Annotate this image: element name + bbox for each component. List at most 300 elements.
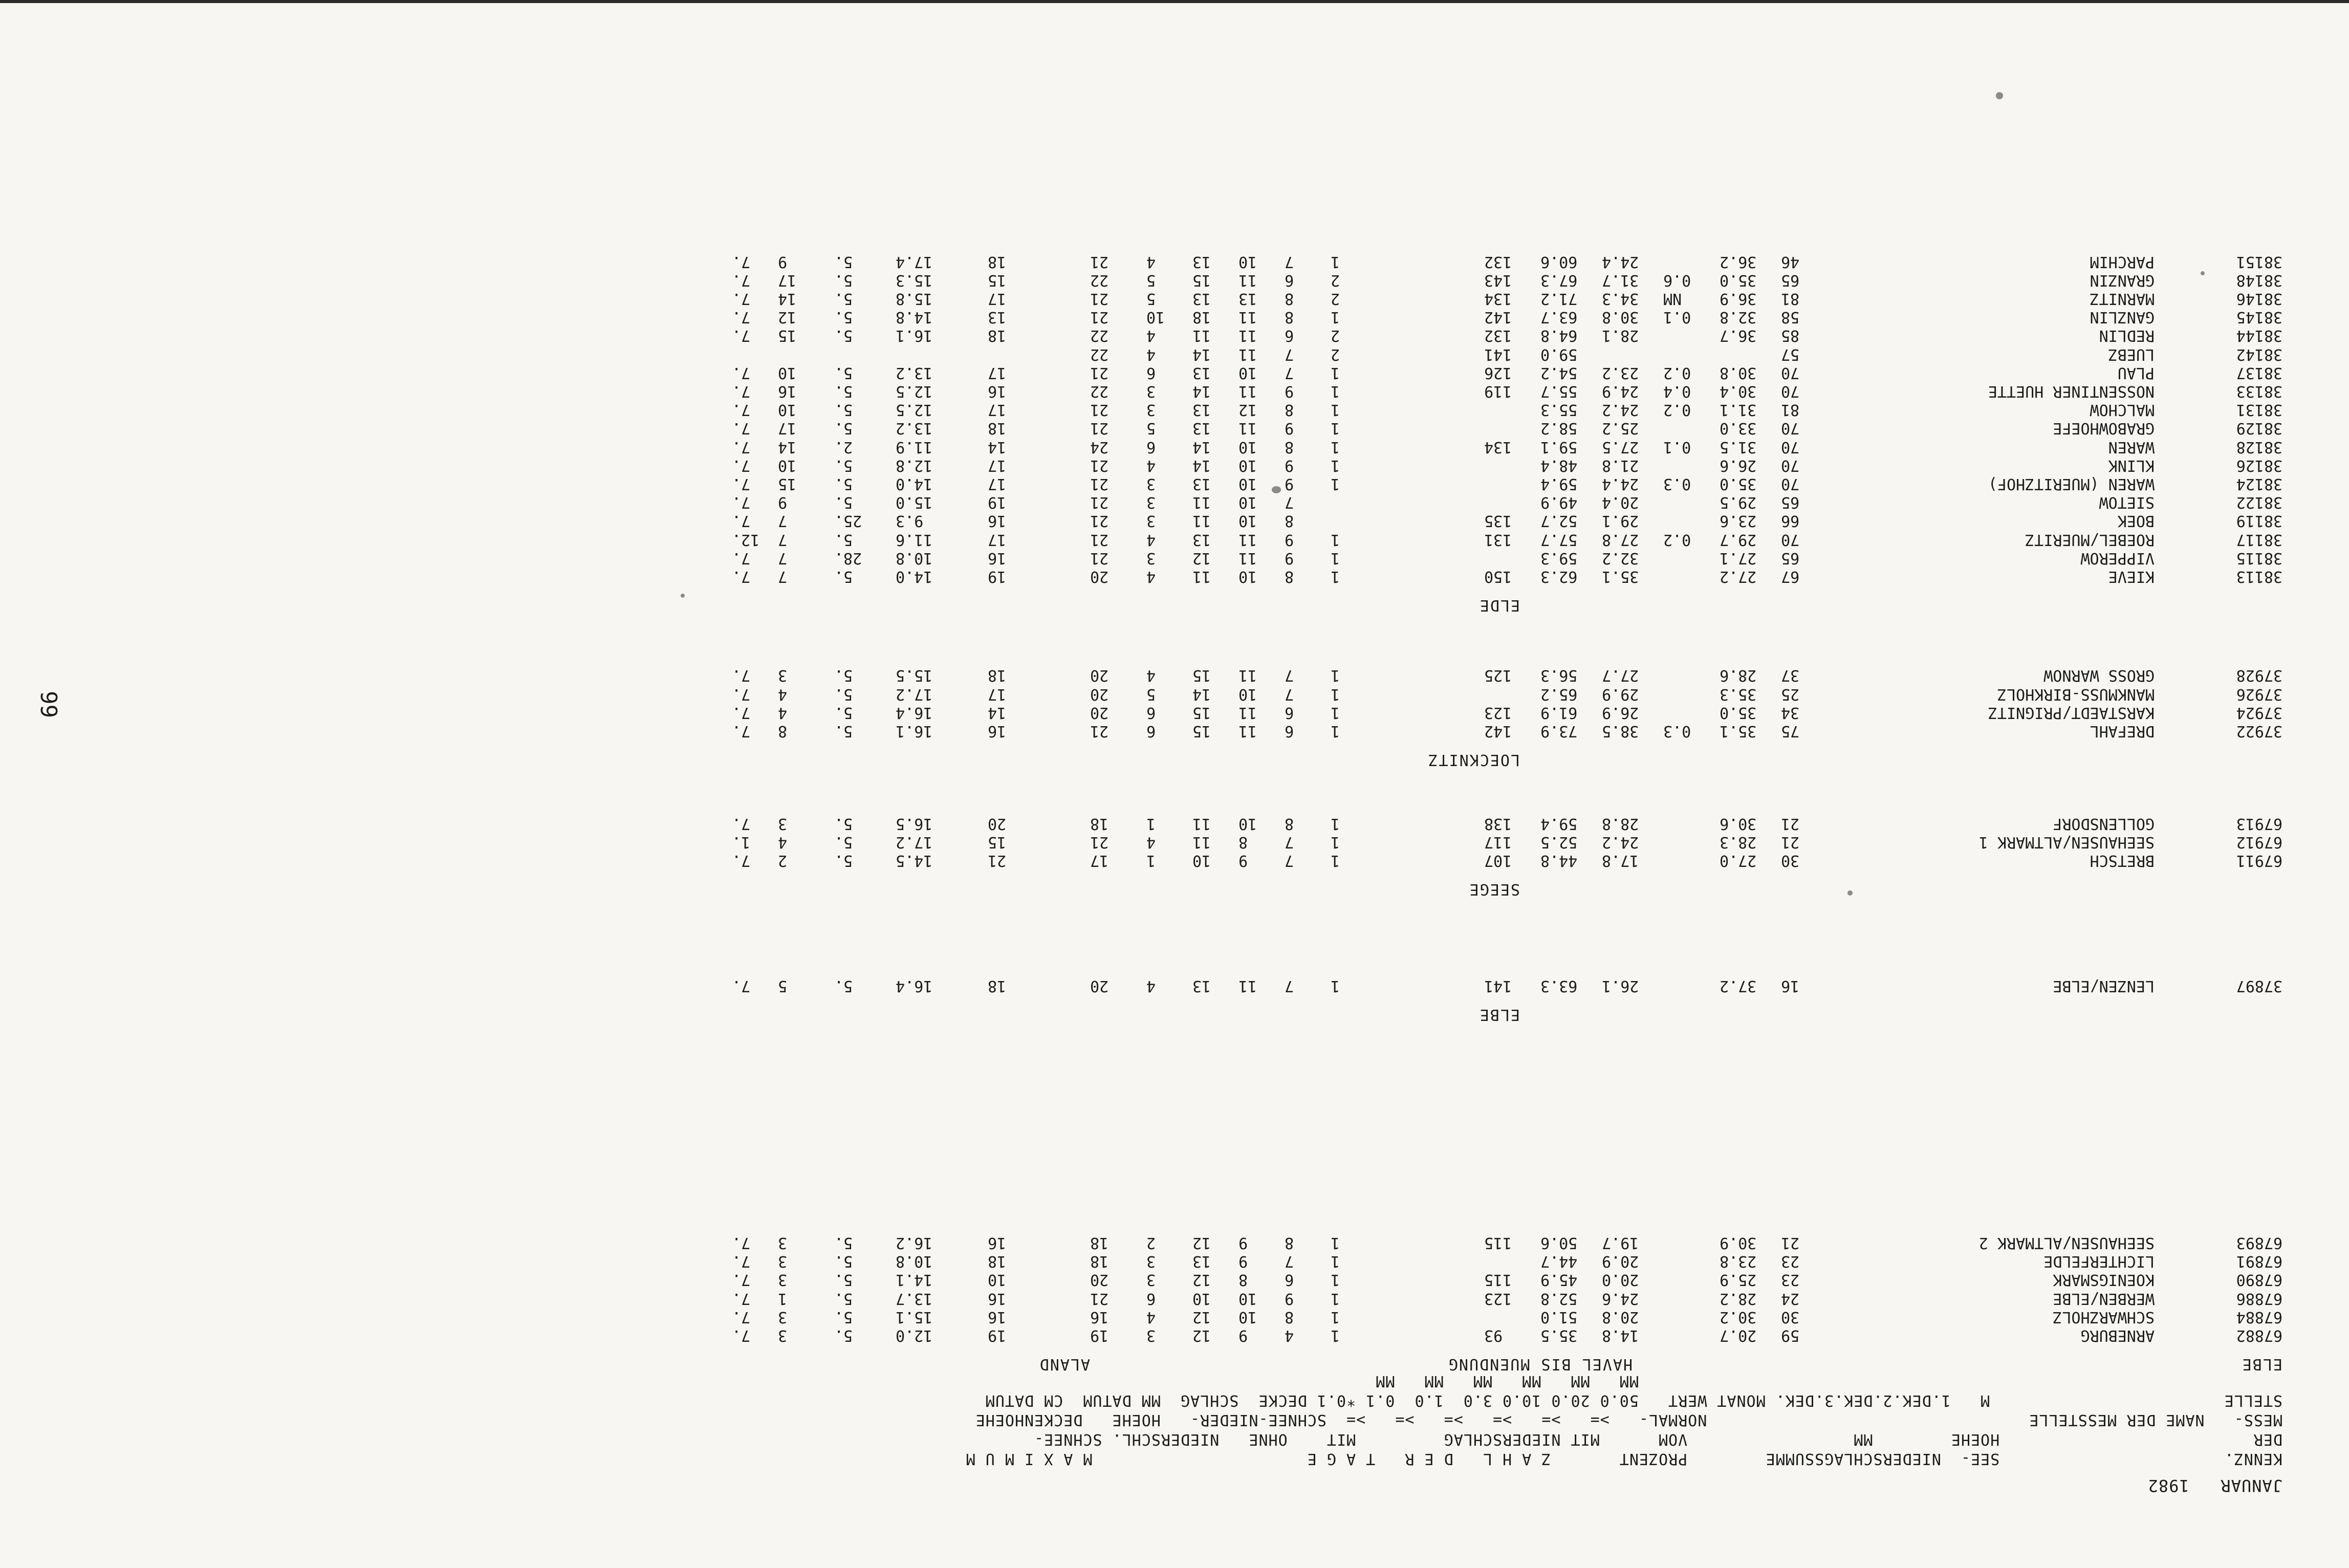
cell-h: 30 <box>1781 852 1800 869</box>
cell-m: 35.5 <box>1540 1326 1578 1344</box>
cell-s01: 17 <box>988 363 1007 382</box>
cell-id: 37924 <box>2236 703 2282 722</box>
cell-n01: 21 <box>1090 290 1109 308</box>
cell-dk: 17.2 <box>896 833 933 851</box>
cell-n01: 22 <box>1090 345 1109 363</box>
cell-n10: 11 <box>1238 977 1257 995</box>
table-row <box>660 252 2349 271</box>
table-row <box>660 666 2349 684</box>
cell-dt: 7. <box>732 326 751 345</box>
cell-h: 23 <box>1781 1252 1800 1271</box>
cell-d2: 0.2 <box>1663 401 1691 419</box>
cell-n1: 6 <box>1146 722 1156 740</box>
cell-n10: 11 <box>1238 666 1257 685</box>
cell-mm: 10 <box>778 456 797 474</box>
cell-ns: 25. <box>834 512 862 530</box>
cell-dt: 7. <box>732 977 751 995</box>
cell-n1: 4 <box>1146 666 1156 685</box>
cell-id: 37926 <box>2236 685 2282 703</box>
cell-d3: 32.2 <box>1602 549 1639 567</box>
cell-p: 142 <box>1484 308 1512 326</box>
cell-n50: 1 <box>1331 1271 1340 1289</box>
cell-ns: 5. <box>834 685 853 703</box>
cell-m: 59.1 <box>1540 438 1578 456</box>
cell-ns: 5. <box>834 1326 853 1344</box>
cell-name: KLINK <box>2108 456 2155 474</box>
cell-h: 46 <box>1781 252 1800 271</box>
table-row <box>660 438 2349 456</box>
cell-ns: 28. <box>834 549 862 567</box>
cell-m: 44.8 <box>1540 852 1578 869</box>
cell-dt: 7. <box>732 814 751 833</box>
cell-m: 51.0 <box>1540 1308 1578 1326</box>
table-row <box>660 685 2349 703</box>
cell-n01: 20 <box>1090 1271 1109 1289</box>
cell-h: 16 <box>1781 977 1800 995</box>
cell-ns: 5. <box>834 252 853 271</box>
cell-s01: 15 <box>988 271 1007 289</box>
cell-m: 48.4 <box>1540 456 1578 474</box>
cell-n50: 2 <box>1331 271 1340 289</box>
header-line-2: KENNZ. SEE- NIEDERSCHLAGSSUMME PROZENT Z A H L D E R T A G E M A X I M U M <box>965 1450 2282 1468</box>
cell-d3: 28.8 <box>1602 814 1639 833</box>
cell-p: 135 <box>1484 512 1512 530</box>
cell-ns: 2. <box>834 438 853 456</box>
cell-n50: 1 <box>1331 401 1340 419</box>
cell-n1: 4 <box>1146 833 1156 851</box>
cell-h: 65 <box>1781 493 1800 512</box>
cell-d2: 0.2 <box>1663 530 1691 549</box>
cell-id: 67884 <box>2236 1308 2282 1326</box>
cell-n50: 2 <box>1331 345 1340 363</box>
cell-n10: 9 <box>1238 1326 1248 1344</box>
cell-dt: 7. <box>732 290 751 308</box>
cell-s01: 17 <box>988 530 1007 549</box>
cell-dk: 15.3 <box>896 271 933 289</box>
cell-n1: 4 <box>1146 252 1156 271</box>
cell-n50: 1 <box>1331 666 1340 685</box>
cell-d3: 24.4 <box>1602 475 1639 493</box>
cell-n50: 1 <box>1331 703 1340 722</box>
cell-n20: 6 <box>1285 271 1294 289</box>
cell-h: 65 <box>1781 271 1800 289</box>
cell-n3: 12 <box>1192 1308 1211 1326</box>
table-row <box>660 289 2349 308</box>
cell-n3: 13 <box>1192 401 1211 419</box>
cell-dt: 7. <box>732 401 751 419</box>
cell-n20: 9 <box>1285 1289 1294 1308</box>
cell-dt: 7. <box>732 666 751 685</box>
cell-n10: 10 <box>1238 456 1257 474</box>
cell-n20: 8 <box>1285 438 1294 456</box>
cell-dt: 7. <box>732 419 751 438</box>
section-title: ELDE <box>1478 596 1520 614</box>
header-line-5: STELLE M 1.DEK.2.DEK.3.DEK. MONAT WERT 50.0 20.0 10.0 3.0 1.0 0.1 *0.1 DECKE SCHLAG MM DATUM CM DATUM <box>985 1391 2282 1409</box>
cell-n50: 1 <box>1331 419 1340 438</box>
cell-n1: 6 <box>1146 703 1156 722</box>
cell-n01: 21 <box>1090 1289 1109 1308</box>
cell-n20: 7 <box>1285 345 1294 363</box>
cell-n01: 21 <box>1090 475 1109 493</box>
cell-id: 38124 <box>2236 475 2282 493</box>
cell-dk: 17.2 <box>896 685 933 703</box>
cell-mm: 2 <box>778 852 788 869</box>
cell-n20: 9 <box>1285 475 1294 493</box>
page-number: 99 <box>35 691 61 718</box>
cell-n20: 9 <box>1285 382 1294 400</box>
cell-m: 65.2 <box>1540 685 1578 703</box>
cell-ns: 5. <box>834 326 853 345</box>
cell-n1: 3 <box>1146 382 1156 400</box>
cell-id: 67886 <box>2236 1289 2282 1308</box>
cell-dt: 7. <box>732 512 751 530</box>
cell-id: 38113 <box>2236 568 2282 585</box>
cell-n20: 8 <box>1285 568 1294 585</box>
cell-d3: 20.8 <box>1602 1308 1639 1326</box>
cell-dt: 7. <box>732 685 751 703</box>
cell-n3: 15 <box>1192 703 1211 722</box>
cell-n50: 1 <box>1331 549 1340 567</box>
cell-n1: 3 <box>1146 512 1156 530</box>
cell-h: 21 <box>1781 833 1800 851</box>
header-line-3: DER HOEHE MM VOM MIT NIEDERSCHLAG MIT OHNE NIEDERSCHL. SCHNEE- <box>1034 1430 2282 1448</box>
cell-mm: 15 <box>778 326 797 345</box>
cell-n20: 7 <box>1285 1252 1294 1271</box>
table-row <box>660 549 2349 567</box>
cell-n01: 16 <box>1090 1308 1109 1326</box>
cell-n3: 11 <box>1192 833 1211 851</box>
cell-d3: 23.2 <box>1602 363 1639 382</box>
cell-d1: 30.4 <box>1720 382 1757 400</box>
cell-ns: 5. <box>834 493 853 512</box>
cell-n1: 6 <box>1146 438 1156 456</box>
cell-id: 38131 <box>2236 401 2282 419</box>
cell-d1: 23.6 <box>1720 512 1757 530</box>
header-line-6: MM MM MM MM MM MM <box>1375 1372 2282 1390</box>
cell-n50: 1 <box>1331 814 1340 833</box>
cell-h: 57 <box>1781 345 1800 363</box>
cell-m: 64.8 <box>1540 326 1578 345</box>
cell-n01: 20 <box>1090 666 1109 685</box>
cell-dt: 7. <box>732 1271 751 1289</box>
cell-id: 38148 <box>2236 271 2282 289</box>
cell-mm: 3 <box>778 1326 788 1344</box>
section-subtitle: ALAND <box>1038 1355 1090 1373</box>
cell-ns: 5. <box>834 666 853 685</box>
cell-n50: 1 <box>1331 382 1340 400</box>
cell-s01: 18 <box>988 1252 1007 1271</box>
cell-d3: 24.6 <box>1602 1289 1639 1308</box>
cell-id: 38144 <box>2236 326 2282 345</box>
cell-s01: 16 <box>988 512 1007 530</box>
cell-n50: 1 <box>1331 722 1340 740</box>
cell-h: 34 <box>1781 703 1800 722</box>
cell-n3: 11 <box>1192 568 1211 585</box>
section-subtitle: HAVEL BIS MUENDUNG <box>1447 1355 1633 1373</box>
cell-name: LENZEN/ELBE <box>2053 977 2155 995</box>
cell-ns: 5. <box>834 703 853 722</box>
cell-s01: 13 <box>988 308 1007 326</box>
cell-h: 81 <box>1781 290 1800 308</box>
cell-d1: 35.3 <box>1720 685 1757 703</box>
cell-p: 132 <box>1484 252 1512 271</box>
cell-n20: 9 <box>1285 530 1294 549</box>
cell-n10: 9 <box>1238 852 1248 869</box>
cell-n20: 7 <box>1285 833 1294 851</box>
cell-n20: 9 <box>1285 419 1294 438</box>
table-row <box>660 530 2349 549</box>
cell-name: KARSTAEDT/PRIGNITZ <box>1988 703 2155 722</box>
cell-s01: 18 <box>988 326 1007 345</box>
cell-s01: 17 <box>988 475 1007 493</box>
cell-d3: 28.1 <box>1602 326 1639 345</box>
cell-ns: 5. <box>834 568 853 585</box>
cell-p: 123 <box>1484 703 1512 722</box>
cell-n3: 14 <box>1192 438 1211 456</box>
cell-d1: 33.0 <box>1720 419 1757 438</box>
cell-m: 60.6 <box>1540 252 1578 271</box>
cell-ns: 5. <box>834 382 853 400</box>
cell-n10: 9 <box>1238 1252 1248 1271</box>
cell-d3: 35.1 <box>1602 568 1639 585</box>
cell-n50: 1 <box>1331 685 1340 703</box>
cell-n01: 21 <box>1090 401 1109 419</box>
cell-id: 37922 <box>2236 722 2282 740</box>
cell-n01: 20 <box>1090 703 1109 722</box>
cell-dk: 13.7 <box>896 1289 933 1308</box>
cell-n10: 11 <box>1238 549 1257 567</box>
cell-d3: 27.5 <box>1602 438 1639 456</box>
cell-h: 85 <box>1781 326 1800 345</box>
table-row <box>660 722 2349 740</box>
cell-n1: 3 <box>1146 1271 1156 1289</box>
cell-name: REDLIN <box>2099 326 2155 345</box>
cell-d1: 29.5 <box>1720 493 1757 512</box>
cell-d1: 20.7 <box>1720 1326 1757 1344</box>
cell-dk: 16.4 <box>896 977 933 995</box>
cell-d3: 20.9 <box>1602 1252 1639 1271</box>
cell-ns: 5. <box>834 1289 853 1308</box>
cell-n1: 4 <box>1146 326 1156 345</box>
cell-n10: 10 <box>1238 685 1257 703</box>
cell-n10: 11 <box>1238 382 1257 400</box>
cell-dt: 7. <box>732 475 751 493</box>
cell-id: 38129 <box>2236 419 2282 438</box>
cell-n3: 18 <box>1192 308 1211 326</box>
cell-n1: 4 <box>1146 1308 1156 1326</box>
cell-n3: 12 <box>1192 1234 1211 1252</box>
cell-d3: 20.4 <box>1602 493 1639 512</box>
cell-n1: 3 <box>1146 493 1156 512</box>
cell-d3: 21.8 <box>1602 456 1639 474</box>
cell-n10: 13 <box>1238 290 1257 308</box>
cell-ns: 5. <box>834 722 853 740</box>
cell-name: WAREN <box>2108 438 2155 456</box>
cell-s01: 17 <box>988 401 1007 419</box>
table-row <box>660 1326 2349 1344</box>
cell-name: ROEBEL/MUERITZ <box>2025 530 2155 549</box>
cell-n01: 21 <box>1090 419 1109 438</box>
cell-m: 56.3 <box>1540 666 1578 685</box>
cell-n50: 2 <box>1331 290 1340 308</box>
cell-m: 52.5 <box>1540 833 1578 851</box>
cell-dk: 16.2 <box>896 1234 933 1252</box>
cell-n01: 21 <box>1090 530 1109 549</box>
cell-d3: 19.7 <box>1602 1234 1639 1252</box>
cell-s01: 16 <box>988 722 1007 740</box>
cell-d2: 0.3 <box>1663 475 1691 493</box>
cell-d3: 20.0 <box>1602 1271 1639 1289</box>
table-row <box>660 833 2349 851</box>
cell-m: 52.8 <box>1540 1289 1578 1308</box>
cell-n3: 12 <box>1192 1271 1211 1289</box>
cell-n50: 1 <box>1331 252 1340 271</box>
cell-dk: 14.5 <box>896 852 933 869</box>
cell-n01: 21 <box>1090 722 1109 740</box>
cell-m: 63.3 <box>1540 977 1578 995</box>
cell-dk: 11.6 <box>896 530 933 549</box>
cell-n3: 14 <box>1192 345 1211 363</box>
cell-dt: 7. <box>732 438 751 456</box>
cell-d3: 26.1 <box>1602 977 1639 995</box>
cell-ns: 5. <box>834 1252 853 1271</box>
cell-s01: 14 <box>988 703 1007 722</box>
cell-n50: 1 <box>1331 1252 1340 1271</box>
cell-ns: 5. <box>834 814 853 833</box>
cell-d1: 26.6 <box>1720 456 1757 474</box>
cell-p: 93 <box>1484 1326 1503 1344</box>
cell-mm: 7 <box>778 568 788 585</box>
cell-n01: 21 <box>1090 252 1109 271</box>
cell-s01: 19 <box>988 493 1007 512</box>
cell-n01: 21 <box>1090 456 1109 474</box>
cell-n3: 12 <box>1192 549 1211 567</box>
cell-n3: 11 <box>1192 512 1211 530</box>
cell-s01: 18 <box>988 977 1007 995</box>
cell-n20: 7 <box>1285 685 1294 703</box>
cell-d1: 23.8 <box>1720 1252 1757 1271</box>
section-title: ELBE <box>2241 1355 2282 1373</box>
cell-n50: 2 <box>1331 326 1340 345</box>
cell-n10: 10 <box>1238 493 1257 512</box>
cell-p: 141 <box>1484 345 1512 363</box>
cell-d1: 30.2 <box>1720 1308 1757 1326</box>
cell-n20: 6 <box>1285 703 1294 722</box>
cell-d1: 28.6 <box>1720 666 1757 685</box>
cell-n10: 10 <box>1238 568 1257 585</box>
cell-n10: 10 <box>1238 363 1257 382</box>
cell-m: 49.9 <box>1540 493 1578 512</box>
cell-n01: 20 <box>1090 685 1109 703</box>
cell-name: GANZLIN <box>2090 308 2155 326</box>
section-title: SEEGE <box>1468 880 1520 898</box>
cell-d1: 30.8 <box>1720 363 1757 382</box>
cell-n20: 9 <box>1285 549 1294 567</box>
cell-n50: 1 <box>1331 568 1340 585</box>
cell-mm: 9 <box>778 252 788 271</box>
cell-dt: 7. <box>732 1252 751 1271</box>
cell-n01: 18 <box>1090 1234 1109 1252</box>
cell-n20: 7 <box>1285 852 1294 869</box>
cell-n50: 1 <box>1331 1326 1340 1344</box>
cell-dt: 7. <box>732 722 751 740</box>
cell-n50: 1 <box>1331 1308 1340 1326</box>
cell-p: 125 <box>1484 666 1512 685</box>
cell-p: 143 <box>1484 271 1512 289</box>
cell-d3: 30.8 <box>1602 308 1639 326</box>
cell-ns: 5. <box>834 401 853 419</box>
cell-dt: 12. <box>732 530 760 549</box>
cell-n3: 10 <box>1192 852 1211 869</box>
cell-dt: 7. <box>732 1234 751 1252</box>
cell-d3: 24.2 <box>1602 833 1639 851</box>
cell-dk: 16.1 <box>896 722 933 740</box>
cell-d2: 0.2 <box>1663 363 1691 382</box>
cell-h: 66 <box>1781 512 1800 530</box>
cell-m: 45.9 <box>1540 1271 1578 1289</box>
cell-mm: 17 <box>778 419 797 438</box>
table-row <box>660 456 2349 474</box>
cell-p: 150 <box>1484 568 1512 585</box>
cell-n10: 11 <box>1238 419 1257 438</box>
cell-n01: 22 <box>1090 382 1109 400</box>
cell-d2: 0.6 <box>1663 271 1691 289</box>
cell-h: 75 <box>1781 722 1800 740</box>
cell-dt: 7. <box>732 252 751 271</box>
cell-n10: 11 <box>1238 530 1257 549</box>
cell-n3: 15 <box>1192 722 1211 740</box>
cell-n3: 13 <box>1192 363 1211 382</box>
cell-dt: 7. <box>732 456 751 474</box>
cell-h: 70 <box>1781 363 1800 382</box>
cell-n3: 13 <box>1192 419 1211 438</box>
cell-mm: 1 <box>778 1289 788 1308</box>
table-row <box>660 976 2349 995</box>
cell-dt: 7. <box>732 1326 751 1344</box>
cell-n10: 10 <box>1238 438 1257 456</box>
cell-n20: 7 <box>1285 252 1294 271</box>
cell-d2: 0.1 <box>1663 438 1691 456</box>
cell-n3: 13 <box>1192 475 1211 493</box>
cell-p: 141 <box>1484 977 1512 995</box>
cell-name: PARCHIM <box>2090 252 2155 271</box>
cell-n01: 19 <box>1090 1326 1109 1344</box>
cell-ns: 5. <box>834 419 853 438</box>
cell-dk: 14.1 <box>896 1271 933 1289</box>
cell-mm: 7 <box>778 530 788 549</box>
cell-d3: 38.5 <box>1602 722 1639 740</box>
cell-mm: 4 <box>778 685 788 703</box>
cell-mm: 3 <box>778 1271 788 1289</box>
cell-n1: 3 <box>1146 549 1156 567</box>
cell-n1: 1 <box>1146 814 1156 833</box>
cell-dt: 7. <box>732 271 751 289</box>
paper-speck <box>1996 92 2003 99</box>
cell-dt: 7. <box>732 703 751 722</box>
table-row <box>660 419 2349 437</box>
cell-ns: 5. <box>834 1271 853 1289</box>
cell-id: 38115 <box>2236 549 2282 567</box>
cell-d3: 25.2 <box>1602 419 1639 438</box>
cell-d1: 36.2 <box>1720 252 1757 271</box>
cell-name: VIPPEROW <box>2080 549 2155 567</box>
cell-n50: 1 <box>1331 1289 1340 1308</box>
cell-d1: 27.0 <box>1720 852 1757 869</box>
cell-n01: 22 <box>1090 271 1109 289</box>
cell-h: 70 <box>1781 382 1800 400</box>
cell-d1: 30.6 <box>1720 814 1757 833</box>
cell-n01: 18 <box>1090 1252 1109 1271</box>
